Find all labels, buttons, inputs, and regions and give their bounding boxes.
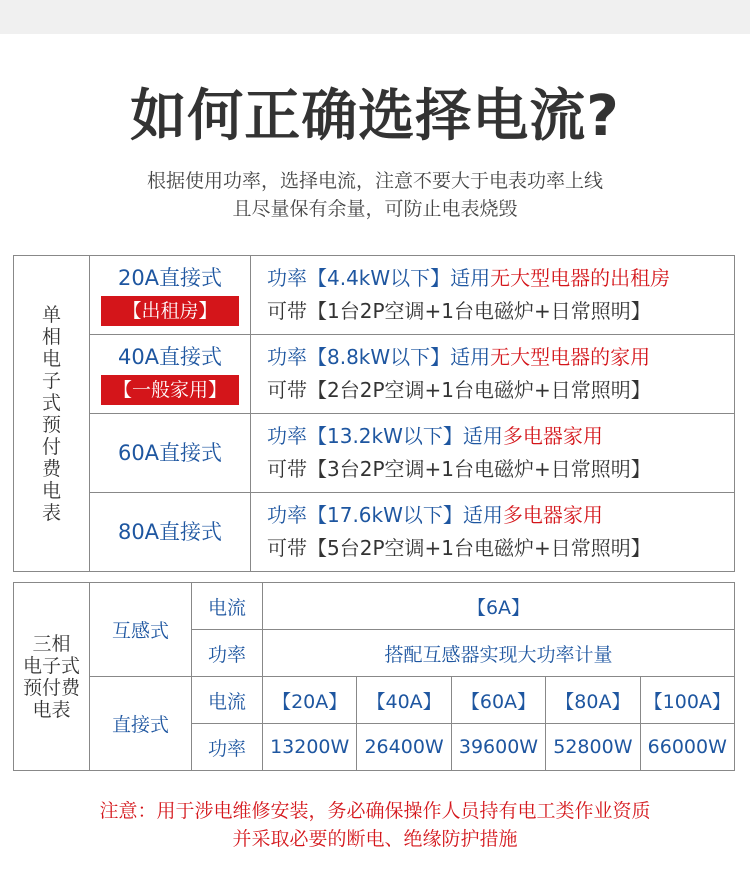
- mutual-current-value: 【6A】: [263, 583, 735, 630]
- direct-current-20a: 【20A】: [263, 677, 357, 724]
- direct-power-40a: 26400W: [357, 724, 451, 771]
- power-target: 无大型电器的出租房: [490, 266, 671, 290]
- direct-power-100a: 66000W: [640, 724, 734, 771]
- carry-spec: 可带【2台2P空调+1台电磁炉+日常照明】: [267, 378, 651, 402]
- meter-type: 80A直接式: [117, 520, 223, 544]
- page-title: 如何正确选择电流?: [130, 84, 620, 149]
- carry-spec: 可带【3台2P空调+1台电磁炉+日常照明】: [267, 457, 651, 481]
- mutual-power-value: 搭配互感器实现大功率计量: [263, 630, 735, 677]
- usage-badge: 【出租房】: [101, 296, 239, 326]
- desc-cell-60a: [251, 414, 735, 493]
- desc-cell-40a: [251, 335, 735, 414]
- power-label: 功率: [192, 724, 263, 771]
- direct-current-60a: 【60A】: [451, 677, 545, 724]
- power-spec: 功率【13.2kW以下】适用: [267, 424, 503, 448]
- notice-line-1: 注意：用于涉电维修安装，务必确保操作人员持有电工类作业资质: [99, 800, 651, 822]
- current-label: 电流: [192, 583, 263, 630]
- power-target: 多电器家用: [502, 424, 603, 448]
- power-spec: 功率【17.6kW以下】适用: [267, 503, 503, 527]
- desc-cell-80a: [251, 493, 735, 572]
- top-band: [0, 0, 750, 34]
- single-phase-category-cell: [14, 256, 90, 572]
- power-target: 无大型电器的家用: [490, 345, 651, 369]
- three-phase-category-line: 三相: [32, 632, 71, 655]
- meter-type: 20A直接式: [117, 266, 223, 290]
- three-phase-category-line: 电子式: [22, 654, 80, 677]
- desc-cell-20a: [251, 256, 735, 335]
- usage-badge: 【一般家用】: [101, 375, 239, 405]
- single-phase-table: [13, 255, 735, 572]
- three-phase-category-cell: [14, 583, 90, 771]
- mutual-type: 互感式: [90, 583, 192, 677]
- carry-spec: 可带【5台2P空调+1台电磁炉+日常照明】: [267, 536, 651, 560]
- direct-type: 直接式: [90, 677, 192, 771]
- meter-type: 40A直接式: [117, 345, 223, 369]
- power-spec: 功率【8.8kW以下】适用: [267, 345, 491, 369]
- meter-type: 60A直接式: [117, 441, 223, 465]
- type-cell-60a: [90, 414, 251, 493]
- three-phase-table: [13, 582, 735, 771]
- three-phase-category-line: 预付费: [22, 676, 80, 699]
- single-phase-category: 单相电子式预付费电表: [41, 303, 61, 524]
- direct-current-80a: 【80A】: [546, 677, 640, 724]
- type-cell-80a: [90, 493, 251, 572]
- three-phase-category-line: 电表: [32, 698, 71, 721]
- power-spec: 功率【4.4kW以下】适用: [267, 266, 491, 290]
- direct-power-80a: 52800W: [546, 724, 640, 771]
- notice-line-2: 并采取必要的断电、绝缘防护措施: [232, 828, 518, 850]
- type-cell-20a: [90, 256, 251, 335]
- current-label: 电流: [192, 677, 263, 724]
- direct-current-100a: 【100A】: [640, 677, 734, 724]
- direct-power-20a: 13200W: [263, 724, 357, 771]
- direct-power-60a: 39600W: [451, 724, 545, 771]
- direct-current-40a: 【40A】: [357, 677, 451, 724]
- type-cell-40a: [90, 335, 251, 414]
- subtitle-line-1: 根据使用功率，选择电流，注意不要大于电表功率上线: [146, 170, 603, 192]
- power-label: 功率: [192, 630, 263, 677]
- subtitle-line-2: 且尽量保有余量，可防止电表烧毁: [232, 198, 518, 220]
- power-target: 多电器家用: [502, 503, 603, 527]
- carry-spec: 可带【1台2P空调+1台电磁炉+日常照明】: [267, 299, 651, 323]
